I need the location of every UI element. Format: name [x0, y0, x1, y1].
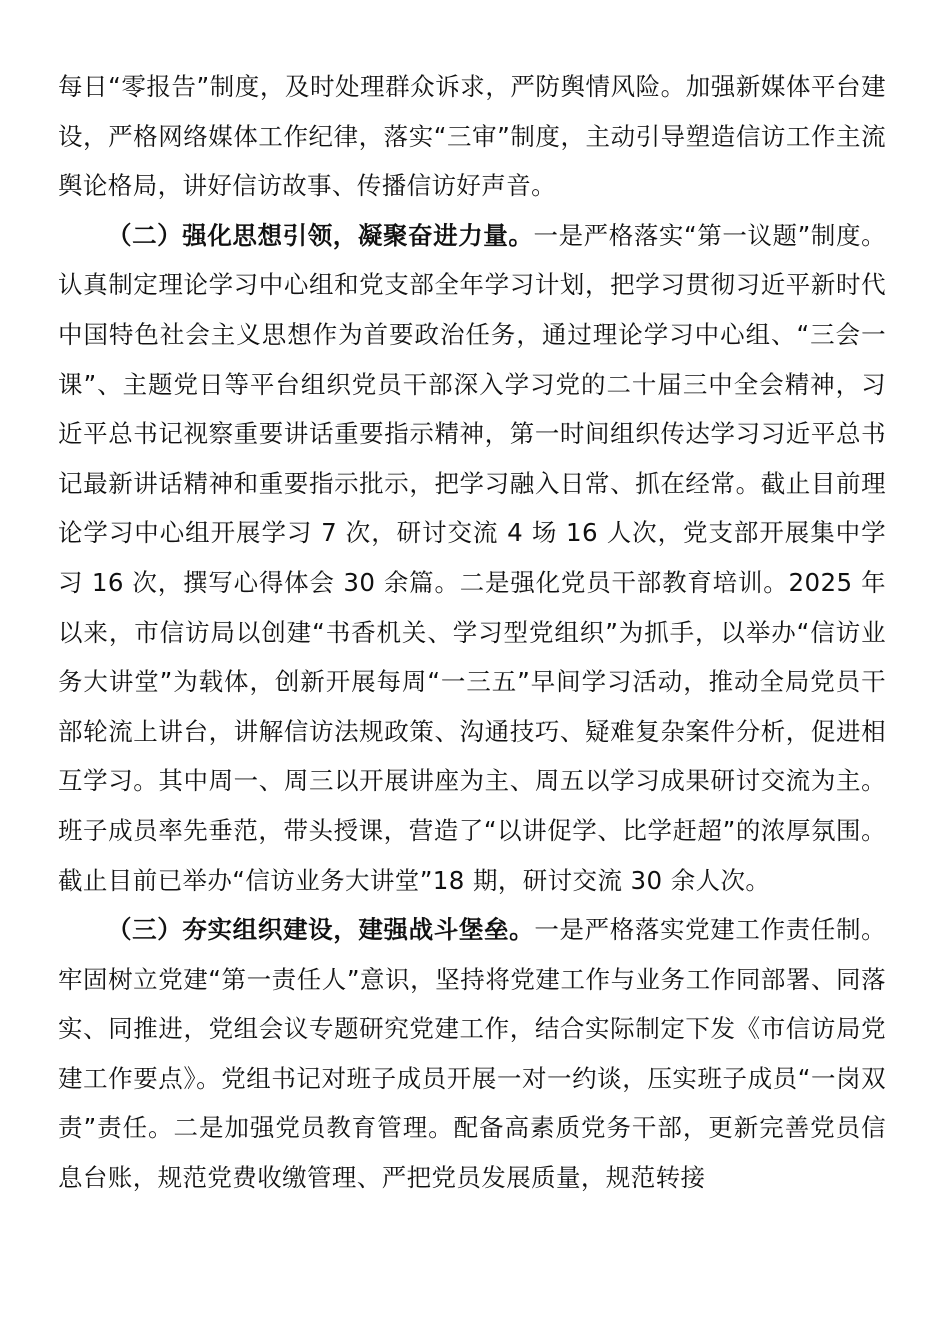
section-heading: （三）夯实组织建设，建强战斗堡垒。 — [107, 915, 535, 945]
document-page — [58, 62, 886, 1203]
paragraph-body: 每日“零报告”制度，及时处理群众诉求，严防舆情风险。加强新媒体平台建设，严格网络媒体工作纪律，落实“三审”制度，主动引导塑造信访工作主流舆论格局，讲好信访故事、传播信访好声音。 — [58, 72, 886, 201]
paragraph-continuation — [58, 62, 886, 211]
paragraph-body: 一是严格落实“第一议题”制度。认真制定理论学习中心组和党支部全年学习计划，把学习贯彻习近平新时代中国特色社会主义思想作为首要政治任务，通过理论学习中心组、“三会一课”、主题党日等平台组织党员干部深入学习党的二十届三中全会精神，习近平总书记视察重要讲话重要指示精神，第一时间组织传达学习习近平总书记最新讲话精神和重要指示批示，把学习融入日常、抓在经常。截止目前理论学习中心组开展学习 7 次，研讨交流 4 场 16 人次，党支部开展集中学习 16 次，撰写心得体会 30 余篇。二是强化党员干部教育培训。2025 年以来，市信访局以创建“书香机关、学习型党组织”为抓手，以举办“信访业务大讲堂”为载体，创新开展每周“一三五”早间学习活动，推动全局党员干部轮流上讲台，讲解信访法规政策、沟通技巧、疑难复杂案件分析，促进相互学习。其中周一、周三以开展讲座为主、周五以学习成果研讨交流为主。班子成员率先垂范，带头授课，营造了“以讲促学、比学赶超”的浓厚氛围。截止目前已举办“信访业务大讲堂”18 期，研讨交流 30 余人次。 — [58, 220, 886, 895]
paragraph-section-two — [58, 211, 886, 905]
paragraph-body: 一是严格落实党建工作责任制。牢固树立党建“第一责任人”意识，坚持将党建工作与业务工作同部署、同落实、同推进，党组会议专题研究党建工作，结合实际制定下发《市信访局党建工作要点》。党组书记对班子成员开展一对一约谈，压实班子成员“一岗双责”责任。二是加强党员教育管理。配备高素质党务干部，更新完善党员信息台账，规范党费收缴管理、严把党员发展质量，规范转接 — [58, 915, 886, 1193]
section-heading: （二）强化思想引领，凝聚奋进力量。 — [107, 220, 534, 250]
paragraph-section-three — [58, 905, 886, 1203]
